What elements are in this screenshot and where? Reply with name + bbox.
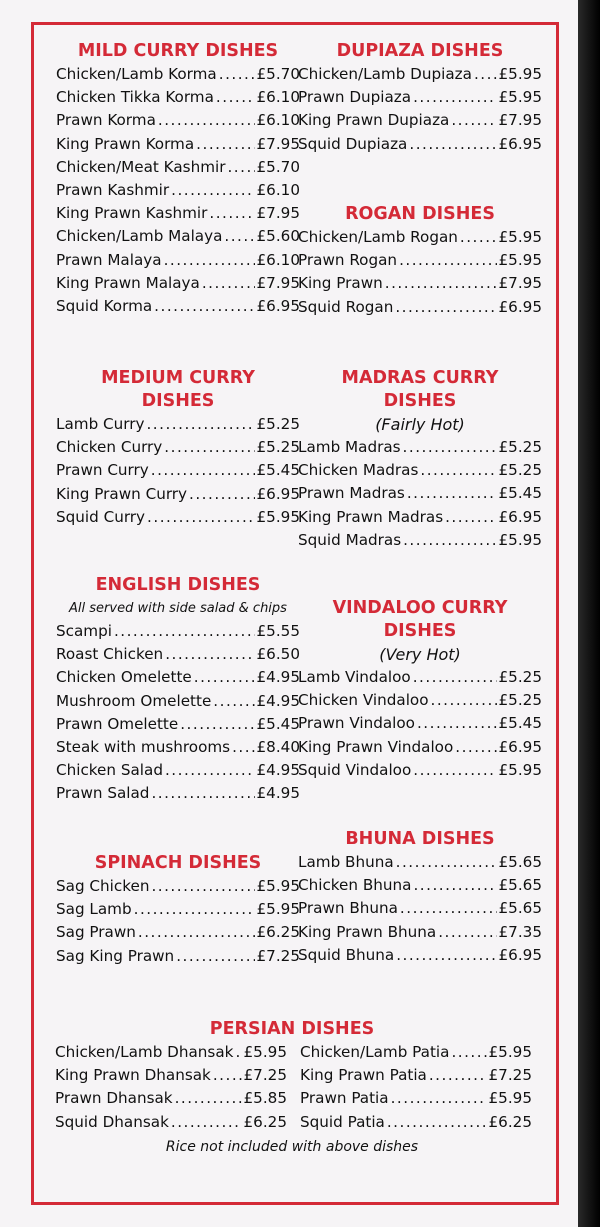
menu-item-price: £5.45	[498, 484, 542, 503]
menu-item	[56, 156, 300, 179]
menu-item	[55, 1087, 287, 1110]
menu-item	[298, 944, 542, 967]
dot-leader	[151, 875, 254, 898]
dot-leader	[451, 1041, 486, 1064]
dot-leader	[227, 156, 254, 179]
menu-item	[298, 133, 542, 156]
menu-item-price: £5.95	[498, 65, 542, 83]
dot-leader	[165, 759, 255, 782]
dot-leader	[216, 86, 255, 109]
dot-leader	[400, 897, 497, 920]
menu-item	[56, 875, 300, 898]
menu-item-price: £6.95	[498, 737, 542, 756]
dot-leader	[154, 295, 254, 318]
menu-item-name: Chicken Tikka Korma	[56, 88, 214, 107]
dot-leader	[180, 713, 254, 736]
dot-leader	[396, 851, 497, 874]
menu-item-name: Chicken/Lamb Patia	[300, 1043, 450, 1061]
menu-item-price: £7.25	[243, 1066, 287, 1085]
menu-item-price: £5.25	[498, 668, 542, 686]
menu-item-name: King Prawn Bhuna	[298, 922, 437, 941]
menu-item	[298, 86, 542, 109]
menu-item	[298, 436, 542, 459]
menu-item-price: £5.95	[498, 88, 542, 107]
menu-item-name: King Prawn Curry	[56, 484, 188, 503]
menu-item-name: Prawn Madras	[298, 484, 405, 503]
menu-item-name: Chicken Vindaloo	[298, 691, 429, 710]
menu-item-price: £5.25	[256, 415, 300, 433]
menu-item-price: £5.55	[256, 622, 300, 640]
menu-item	[56, 202, 300, 225]
menu-item-price: £6.50	[256, 645, 300, 664]
menu-item	[56, 133, 300, 156]
dot-leader	[134, 898, 255, 921]
menu-item	[56, 898, 300, 921]
menu-item-name: Steak with mushrooms	[56, 738, 231, 757]
menu-item-price: £4.95	[256, 668, 300, 687]
menu-item-name: Prawn Vindaloo	[298, 714, 415, 733]
menu-item-price: £6.10	[256, 250, 300, 269]
menu-item-name: Chicken Bhuna	[298, 876, 412, 895]
dot-leader	[413, 666, 497, 689]
menu-item-price: £5.45	[498, 714, 542, 733]
menu-item	[56, 945, 300, 968]
menu-item	[55, 1111, 287, 1134]
menu-item	[298, 897, 542, 920]
menu-item	[298, 874, 542, 897]
menu-item-price: £5.25	[256, 438, 300, 457]
menu-item-name: Sag Lamb	[56, 900, 132, 919]
menu-item-name: Lamb Curry	[56, 415, 145, 433]
section-madras	[298, 367, 542, 552]
section-bhuna	[298, 828, 542, 967]
section-mild-curry	[56, 40, 300, 318]
dot-leader	[224, 225, 254, 248]
menu-item-name: King Prawn Dhansak	[55, 1066, 211, 1085]
menu-item	[56, 63, 300, 86]
menu-item	[56, 690, 300, 713]
menu-item-name: Mushroom Omelette	[56, 691, 212, 710]
menu-item-price: £5.25	[498, 438, 542, 456]
menu-item-name: Squid Rogan	[298, 297, 394, 316]
menu-item	[298, 759, 542, 782]
menu-item-price: £7.95	[256, 134, 300, 153]
dot-leader	[460, 226, 497, 249]
section-title: MEDIUM CURRY DISHES	[101, 368, 255, 411]
persian-footer-note: Rice not included with above dishes	[165, 1138, 419, 1155]
menu-item-name: Chicken/Lamb Rogan	[298, 228, 458, 246]
menu-item-price: £7.35	[498, 922, 542, 941]
menu-item-price: £7.25	[488, 1066, 532, 1085]
dot-leader	[451, 109, 496, 132]
menu-item-price: £5.95	[498, 228, 542, 246]
menu-item	[300, 1111, 532, 1134]
menu-item	[56, 86, 300, 109]
menu-item	[298, 249, 542, 272]
dot-leader	[403, 436, 497, 459]
dot-leader	[138, 921, 255, 944]
dot-leader	[202, 272, 255, 295]
menu-item-name: Prawn Salad	[56, 784, 150, 803]
section-title: ROGAN DISHES	[345, 204, 495, 224]
menu-item	[56, 225, 300, 248]
page-edge-shadow	[578, 0, 600, 1227]
menu-item-name: Prawn Bhuna	[298, 899, 398, 918]
menu-item-price: £6.10	[256, 111, 300, 130]
menu-item-price: £6.25	[256, 923, 300, 942]
menu-item-price: £5.95	[488, 1043, 532, 1061]
menu-item-price: £6.95	[256, 484, 300, 503]
menu-item-name: Chicken/Meat Kashmir	[56, 157, 226, 176]
dot-leader	[417, 712, 497, 735]
section-dupiaza	[298, 40, 542, 156]
menu-item	[56, 620, 300, 643]
dot-leader	[171, 1111, 242, 1134]
menu-item	[298, 736, 542, 759]
menu-item-name: Chicken/Lamb Korma	[56, 65, 217, 83]
menu-item	[298, 851, 542, 874]
dot-leader	[399, 249, 496, 272]
menu-item-name: Prawn Malaya	[56, 250, 162, 269]
menu-item-price: £6.10	[256, 88, 300, 107]
menu-item-name: Squid Dhansak	[55, 1112, 169, 1131]
menu-item-price: £6.95	[498, 297, 542, 316]
dot-leader	[431, 689, 497, 712]
menu-item-name: King Prawn Dupiaza	[298, 111, 450, 130]
menu-item-name: Squid Curry	[56, 507, 146, 526]
menu-item	[298, 272, 542, 295]
section-note: All served with side salad & chips	[69, 601, 287, 616]
menu-item-name: Squid Korma	[56, 297, 153, 316]
menu-item	[298, 666, 542, 689]
menu-item-name: Prawn Rogan	[298, 251, 398, 270]
dot-leader	[474, 63, 497, 86]
menu-item-price: £5.65	[498, 876, 542, 895]
dot-leader	[171, 179, 254, 202]
menu-item	[56, 436, 300, 459]
menu-item-price: £6.95	[256, 297, 300, 316]
menu-item	[56, 713, 300, 736]
menu-item-name: King Prawn Patia	[300, 1066, 427, 1085]
menu-item-price: £6.25	[488, 1112, 532, 1131]
menu-item	[56, 272, 300, 295]
menu-item-name: Squid Madras	[298, 530, 402, 549]
menu-item	[56, 109, 300, 132]
dot-leader	[114, 620, 255, 643]
menu-item-name: Roast Chicken	[56, 645, 164, 664]
menu-item-name: Squid Bhuna	[298, 945, 395, 964]
dot-leader	[391, 1087, 487, 1110]
dot-leader	[219, 63, 255, 86]
dot-leader	[146, 413, 254, 436]
dot-leader	[196, 133, 254, 156]
menu-item	[56, 413, 300, 436]
menu-item-price: £5.95	[256, 877, 300, 895]
section-rogan	[298, 203, 542, 319]
menu-item-name: Lamb Bhuna	[298, 853, 394, 871]
menu-item-price: £5.95	[243, 1043, 287, 1061]
section-title: BHUNA DISHES	[345, 829, 495, 849]
menu-item	[298, 296, 542, 319]
section-persian	[52, 1018, 532, 1157]
dot-leader	[176, 945, 254, 968]
menu-item-name: King Prawn Kashmir	[56, 204, 208, 223]
dot-leader	[213, 690, 254, 713]
menu-item	[56, 249, 300, 272]
menu-item-price: £5.45	[256, 714, 300, 733]
dot-leader	[158, 109, 255, 132]
menu-item-name: Sag King Prawn	[56, 946, 175, 965]
menu-item-name: King Prawn Vindaloo	[298, 737, 454, 756]
menu-item-price: £4.95	[256, 761, 300, 780]
menu-item	[56, 782, 300, 805]
menu-item-price: £6.95	[498, 134, 542, 153]
dot-leader	[429, 1064, 487, 1087]
dot-leader	[413, 86, 496, 109]
menu-item	[56, 643, 300, 666]
dot-leader	[164, 249, 255, 272]
menu-item-name: Prawn Kashmir	[56, 181, 170, 200]
menu-item-name: Lamb Vindaloo	[298, 668, 411, 686]
dot-leader	[420, 459, 496, 482]
menu-item	[56, 759, 300, 782]
section-spinach	[56, 852, 300, 968]
menu-item	[55, 1064, 287, 1087]
dot-leader	[438, 921, 496, 944]
section-english	[56, 574, 300, 806]
dot-leader	[189, 483, 254, 506]
dot-leader	[151, 459, 255, 482]
menu-item	[56, 295, 300, 318]
menu-item-name: Chicken Madras	[298, 461, 419, 480]
dot-leader	[164, 436, 254, 459]
menu-item-price: £5.65	[498, 899, 542, 918]
menu-item	[298, 712, 542, 735]
menu-item	[298, 529, 542, 552]
menu-item	[298, 482, 542, 505]
section-title: MILD CURRY DISHES	[77, 41, 279, 61]
menu-item-name: Prawn Dupiaza	[298, 88, 412, 107]
dot-leader	[396, 944, 496, 967]
menu-item	[56, 666, 300, 689]
menu-item-price: £5.70	[256, 157, 300, 176]
menu-item-name: Chicken/Lamb Dhansak	[55, 1043, 234, 1061]
menu-item-name: Sag Prawn	[56, 923, 136, 942]
menu-item-name: Chicken Curry	[56, 438, 163, 457]
dot-leader	[413, 874, 496, 897]
dot-leader	[235, 1041, 241, 1064]
section-note: (Very Hot)	[379, 645, 461, 664]
dot-leader	[165, 643, 254, 666]
dot-leader	[385, 272, 497, 295]
dot-leader	[395, 296, 496, 319]
menu-item-price: £7.25	[256, 946, 300, 965]
menu-item-price: £4.95	[256, 784, 300, 803]
menu-item-price: £5.95	[256, 900, 300, 919]
dot-leader	[175, 1087, 242, 1110]
menu-item-price: £7.95	[498, 111, 542, 130]
dot-leader	[455, 736, 496, 759]
dot-leader	[194, 666, 255, 689]
section-title: ENGLISH DISHES	[95, 575, 261, 595]
menu-item-price: £7.95	[498, 274, 542, 293]
menu-item-name: Squid Vindaloo	[298, 760, 412, 779]
menu-item-name: Lamb Madras	[298, 438, 401, 456]
menu-item-name: Chicken Salad	[56, 761, 163, 780]
dot-leader	[151, 782, 254, 805]
menu-item	[56, 459, 300, 482]
menu-item-price: £6.95	[498, 507, 542, 526]
menu-item-price: £6.10	[256, 181, 300, 200]
menu-item-name: King Prawn	[298, 274, 383, 293]
menu-item-price: £5.95	[498, 251, 542, 270]
section-title: DUPIAZA DISHES	[336, 41, 504, 61]
menu-item-price: £5.45	[256, 461, 300, 480]
menu-item-name: Prawn Dhansak	[55, 1089, 173, 1108]
menu-item-price: £5.65	[498, 853, 542, 871]
menu-item-name: Squid Dupiaza	[298, 134, 408, 153]
menu-item	[55, 1041, 287, 1064]
menu-item	[56, 179, 300, 202]
menu-item-price: £5.95	[498, 760, 542, 779]
section-vindaloo	[298, 597, 542, 782]
dot-leader	[413, 759, 496, 782]
dot-leader	[147, 506, 254, 529]
menu-item	[56, 506, 300, 529]
section-title: MADRAS CURRY DISHES	[341, 368, 499, 411]
dot-leader	[387, 1111, 487, 1134]
menu-item-price: £5.25	[498, 691, 542, 710]
menu-item-name: Sag Chicken	[56, 877, 150, 895]
dot-leader	[409, 133, 496, 156]
section-title: SPINACH DISHES	[94, 853, 262, 873]
section-title: VINDALOO CURRY DISHES	[332, 598, 508, 641]
menu-item	[298, 459, 542, 482]
menu-item-price: £4.95	[256, 691, 300, 710]
menu-item-name: Prawn Korma	[56, 111, 156, 130]
menu-item-name: Chicken/Lamb Dupiaza	[298, 65, 472, 83]
menu-item-price: £5.85	[243, 1089, 287, 1108]
menu-item	[298, 506, 542, 529]
menu-item-price: £5.95	[498, 530, 542, 549]
menu-item	[298, 689, 542, 712]
dot-leader	[213, 1064, 242, 1087]
menu-item	[300, 1087, 532, 1110]
menu-item	[56, 483, 300, 506]
menu-item-price: £5.60	[256, 227, 300, 246]
menu-item-name: Chicken Omelette	[56, 668, 192, 687]
menu-item	[298, 226, 542, 249]
dot-leader	[445, 506, 496, 529]
menu-item-name: Scampi	[56, 622, 112, 640]
menu-item-price: £8.40	[256, 738, 300, 757]
menu-item-name: King Prawn Malaya	[56, 273, 200, 292]
menu-item	[298, 921, 542, 944]
menu-item-price: £5.95	[488, 1089, 532, 1108]
menu-item-price: £6.95	[498, 945, 542, 964]
menu-item	[56, 736, 300, 759]
menu-item-name: Chicken/Lamb Malaya	[56, 227, 223, 246]
menu-item	[298, 109, 542, 132]
menu-item-price: £7.95	[256, 204, 300, 223]
menu-item-price: £6.25	[243, 1112, 287, 1131]
dot-leader	[407, 482, 497, 505]
menu-item-name: King Prawn Madras	[298, 507, 444, 526]
section-title: PERSIAN DISHES	[209, 1019, 375, 1039]
menu-item-name: King Prawn Korma	[56, 134, 195, 153]
menu-item-name: Squid Patia	[300, 1112, 385, 1131]
menu-item	[300, 1064, 532, 1087]
menu-item	[298, 63, 542, 86]
section-medium-curry	[56, 367, 300, 529]
menu-item-price: £7.95	[256, 273, 300, 292]
menu-item	[300, 1041, 532, 1064]
menu-item-price: £5.70	[256, 65, 300, 83]
menu-item-price: £5.25	[498, 461, 542, 480]
dot-leader	[209, 202, 254, 225]
section-note: (Fairly Hot)	[375, 415, 465, 434]
menu-item-price: £5.95	[256, 507, 300, 526]
dot-leader	[403, 529, 496, 552]
menu-item	[56, 921, 300, 944]
menu-item-name: Prawn Curry	[56, 461, 149, 480]
menu-item-name: Prawn Omelette	[56, 714, 179, 733]
menu-item-name: Prawn Patia	[300, 1089, 389, 1108]
dot-leader	[232, 736, 254, 759]
